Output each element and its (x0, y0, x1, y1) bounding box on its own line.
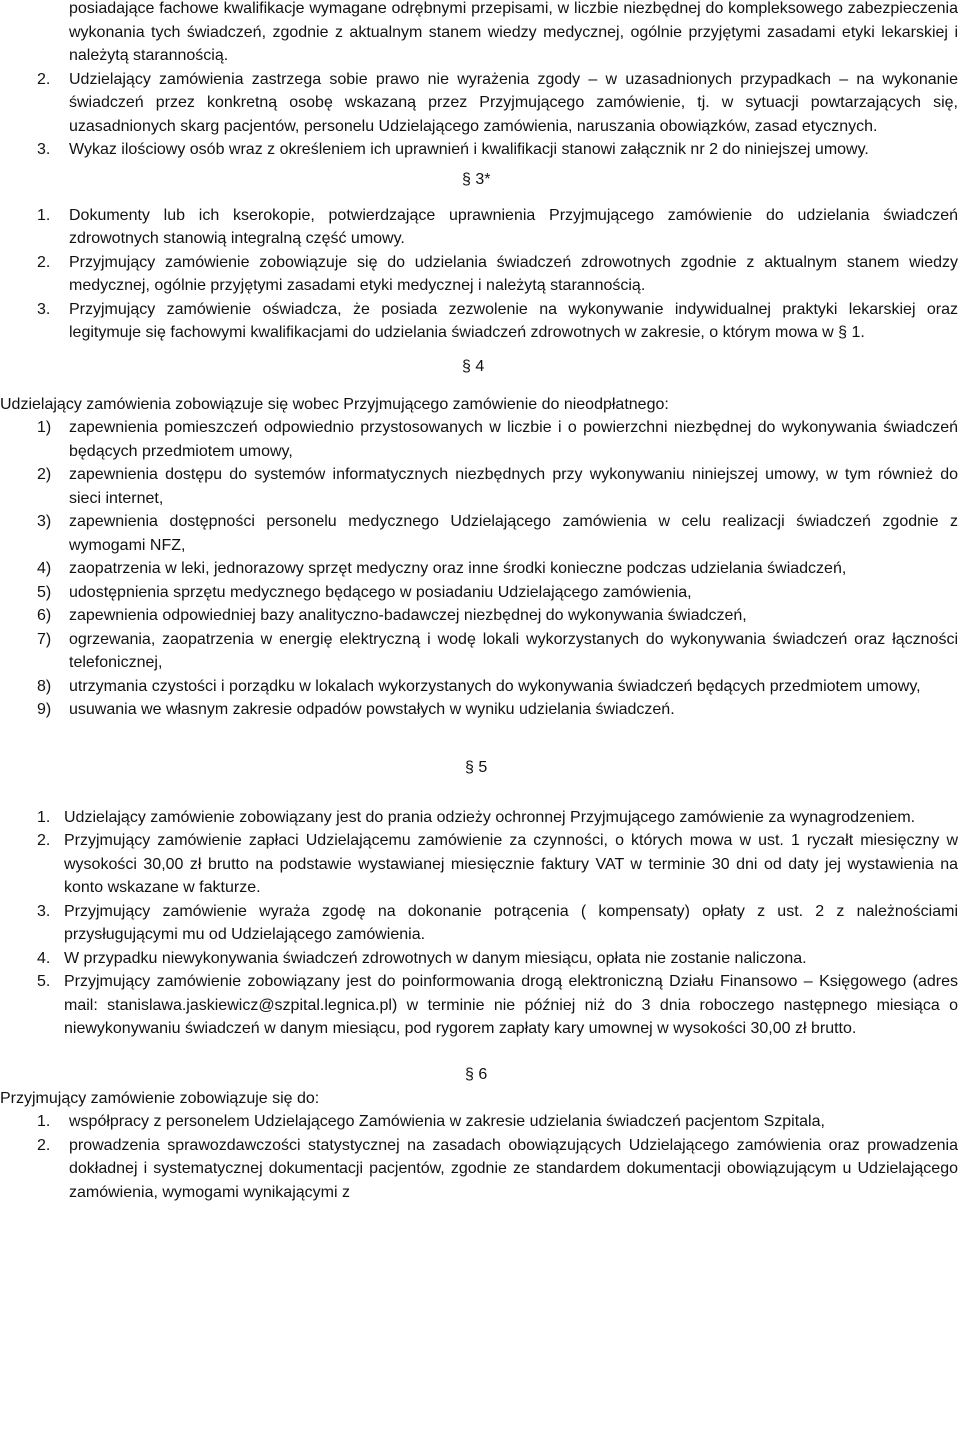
section-number: § 5 (465, 758, 488, 776)
sec6-item-1 (0, 1110, 958, 1134)
sec4-item-9 (0, 698, 958, 722)
item-number: 3. (37, 141, 51, 158)
item-text: prowadzenia sprawozdawczości statystycznej na zasadach obowiązujących Udzielającego zamówienia oraz prowadzenia dokładnej i systematycznej dokumentacji pacjentów, zgodnie ze standardem dokumentacji obowiązującym u Udzielającego zamówienia, wymogami wynikającymi z (69, 1136, 958, 1201)
item-text: zapewnienia pomieszczeń odpowiednio przystosowanych w liczbie i o powierzchni niezbędnej do wykonywania świadczeń będących przedmiotem umowy, (69, 419, 958, 460)
sec5-item-2 (0, 829, 958, 900)
sec3-item-2 (0, 251, 958, 298)
sec4-item-4 (0, 557, 958, 581)
item-number: 5. (37, 973, 51, 990)
item-text: zapewnienia dostępności personelu medycznego Udzielającego zamówienia w celu realizacji świadczeń zgodnie z wymogami NFZ, (69, 513, 958, 554)
item-number: 9) (37, 701, 52, 718)
item-number: 1. (37, 206, 51, 224)
item-text: Dokumenty lub ich kserokopie, potwierdzające uprawnienia Przyjmującego zamówienie do udzielania świadczeń zdrowotnych stanowią integralną część umowy. (69, 206, 958, 247)
sec5-item-3 (0, 900, 958, 947)
sec4-item-5 (0, 581, 958, 605)
sec6-list (0, 1110, 958, 1204)
item-number: 2. (37, 253, 51, 271)
item-text: udostępnienia sprzętu medycznego będącego w posiadaniu Udzielającego zamówienia, (69, 583, 692, 601)
item-text: Przyjmujący zamówienie zapłaci Udzielającemu zamówienie za czynności, o których mowa w ust. 1 ryczałt miesięczny w wysokości 30,00 zł brutto na podstawie wystawianej miesięcznie faktury VAT w terminie 30 dni od daty jej wystawienia na konto wskazane w fakturze. (64, 832, 958, 896)
item-text: zaopatrzenia w leki, jednorazowy sprzęt medyczny oraz inne środki konieczne podczas udzielania świadczeń, (69, 560, 847, 577)
item-text: utrzymania czystości i porządku w lokalach wykorzystanych do wykonywania świadczeń będących przedmiotem umowy, (69, 677, 921, 695)
sec4-item-2 (0, 463, 958, 510)
section-heading-4 (0, 345, 958, 385)
sec3-item-3 (0, 298, 958, 345)
item-text: W przypadku niewykonywania świadczeń zdrowotnych w danym miesiącu, opłata nie zostanie naliczona. (64, 949, 807, 967)
item-text: Udzielający zamówienie zobowiązany jest do prania odzieży ochronnej Przyjmującego zamówienie za wynagrodzeniem. (64, 808, 916, 826)
sec3-item-1 (0, 204, 958, 251)
sec4-item-1 (0, 416, 958, 463)
section-heading-6 (0, 1041, 958, 1087)
item-number: 2) (37, 466, 52, 483)
item-number: 1. (37, 1113, 51, 1130)
item-number: 3. (37, 300, 51, 318)
item-number: 2. (37, 1136, 51, 1154)
sec4-item-8 (0, 675, 958, 699)
sec4-item-6 (0, 604, 958, 628)
sec4-lead: Udzielający zamówienia zobowiązuje się wobec Przyjmującego zamówienie do nieodpłatnego: (0, 395, 669, 413)
item-number: 3. (37, 902, 51, 920)
sec4-list (0, 416, 958, 722)
section-number: § 3* (462, 170, 491, 188)
item-number: 4) (37, 560, 52, 577)
item-text: Przyjmujący zamówienie zobowiązany jest do poinformowania drogą elektroniczną Działu Finansowo – Księgowego (adres mail: stanislawa.jaskiewicz@szpital.legnica.pl) w terminie nie później niż do 3 dnia roboczego następnego miesiąca o niewykonywaniu świadczeń w danym miesiącu, pod rygorem zapłaty kary umownej w wysokości 30,00 zł brutto. (64, 973, 958, 1037)
sec5-item-4 (0, 947, 958, 971)
item-number: 8) (37, 677, 52, 695)
item-text: Przyjmujący zamówienie oświadcza, że posiada zezwolenie na wykonywanie indywidualnej praktyki lekarskiej oraz legitymuje się fachowymi kwalifikacjami do udzielania świadczeń zdrowotnych w zakresie, o którym mowa w § 1. (69, 300, 958, 341)
item-number: 1. (37, 808, 51, 826)
item-number: 7) (37, 630, 52, 648)
intro-continuation: posiadające fachowe kwalifikacje wymagane odrębnymi przepisami, w liczbie niezbędnej do kompleksowego zabezpieczenia wykonania tych świadczeń, zgodnie z aktualnym stanem wiedzy medycznej, ogólnie przyjętymi zasadami etyki lekarskiej i należytą starannością. (69, 0, 958, 64)
item-number: 2. (37, 70, 51, 88)
item-number: 3) (37, 513, 52, 530)
item-text: współpracy z personelem Udzielającego Zamówienia w zakresie udzielania świadczeń pacjentom Szpitala, (69, 1113, 825, 1130)
section-heading-3 (0, 162, 958, 196)
item-text: Udzielający zamówienia zastrzega sobie prawo nie wyrażenia zgody – w uzasadnionych przypadkach – na wykonanie świadczeń przez konkretną osobę wskazaną przez Przyjmującego zamówienie, tj. w sytuacji powtarzających się, uzasadnionych skarg pacjentów, personelu Udzielającego zamówienia, naruszania obowiązków, zasad etycznych. (69, 70, 958, 135)
sec5-item-1 (0, 806, 958, 830)
section-heading-5 (0, 722, 958, 792)
sec6-item-2 (0, 1134, 958, 1205)
item-text: Wykaz ilościowy osób wraz z określeniem ich uprawnień i kwalifikacji stanowi załącznik nr 2 do niniejszej umowy. (69, 141, 869, 158)
item-text: Przyjmujący zamówienie zobowiązuje się do udzielania świadczeń zdrowotnych zgodnie z aktualnym stanem wiedzy medycznej, ogólnie przyjętymi zasadami etyki medycznej i należytą starannością. (69, 253, 958, 294)
sec4-item-7 (0, 628, 958, 675)
item-number: 4. (37, 949, 51, 967)
item-text: usuwania we własnym zakresie odpadów powstałych w wyniku udzielania świadczeń. (69, 701, 675, 718)
item-text: zapewnienia odpowiedniej bazy analityczno-badawczej niezbędnej do wykonywania świadczeń, (69, 607, 747, 624)
sec6-lead: Przyjmujący zamówienie zobowiązuje się do: (0, 1089, 320, 1107)
item-number: 6) (37, 607, 52, 624)
item-number: 1) (37, 419, 52, 436)
sec5-item-5 (0, 970, 958, 1041)
item-text: ogrzewania, zaopatrzenia w energię elektryczną i wodę lokali wykorzystanych do wykonywania świadczeń oraz łączności telefonicznej, (69, 630, 958, 671)
sec4-item-3 (0, 510, 958, 557)
sec2-item-2 (0, 68, 958, 139)
section-number: § 4 (462, 357, 485, 375)
item-number: 5) (37, 583, 52, 601)
item-text: zapewnienia dostępu do systemów informatycznych niezbędnych przy wykonywaniu niniejszej umowy, w tym również do sieci internet, (69, 466, 958, 507)
sec2-item-3 (0, 138, 958, 162)
item-text: Przyjmujący zamówienie wyraża zgodę na dokonanie potrącenia ( kompensaty) opłaty z ust. 2 z należnościami przysługującymi mu od Udzielającego zamówienia. (64, 902, 958, 943)
sec5-list (0, 806, 958, 1041)
item-number: 2. (37, 832, 51, 849)
section-number: § 6 (465, 1065, 488, 1083)
